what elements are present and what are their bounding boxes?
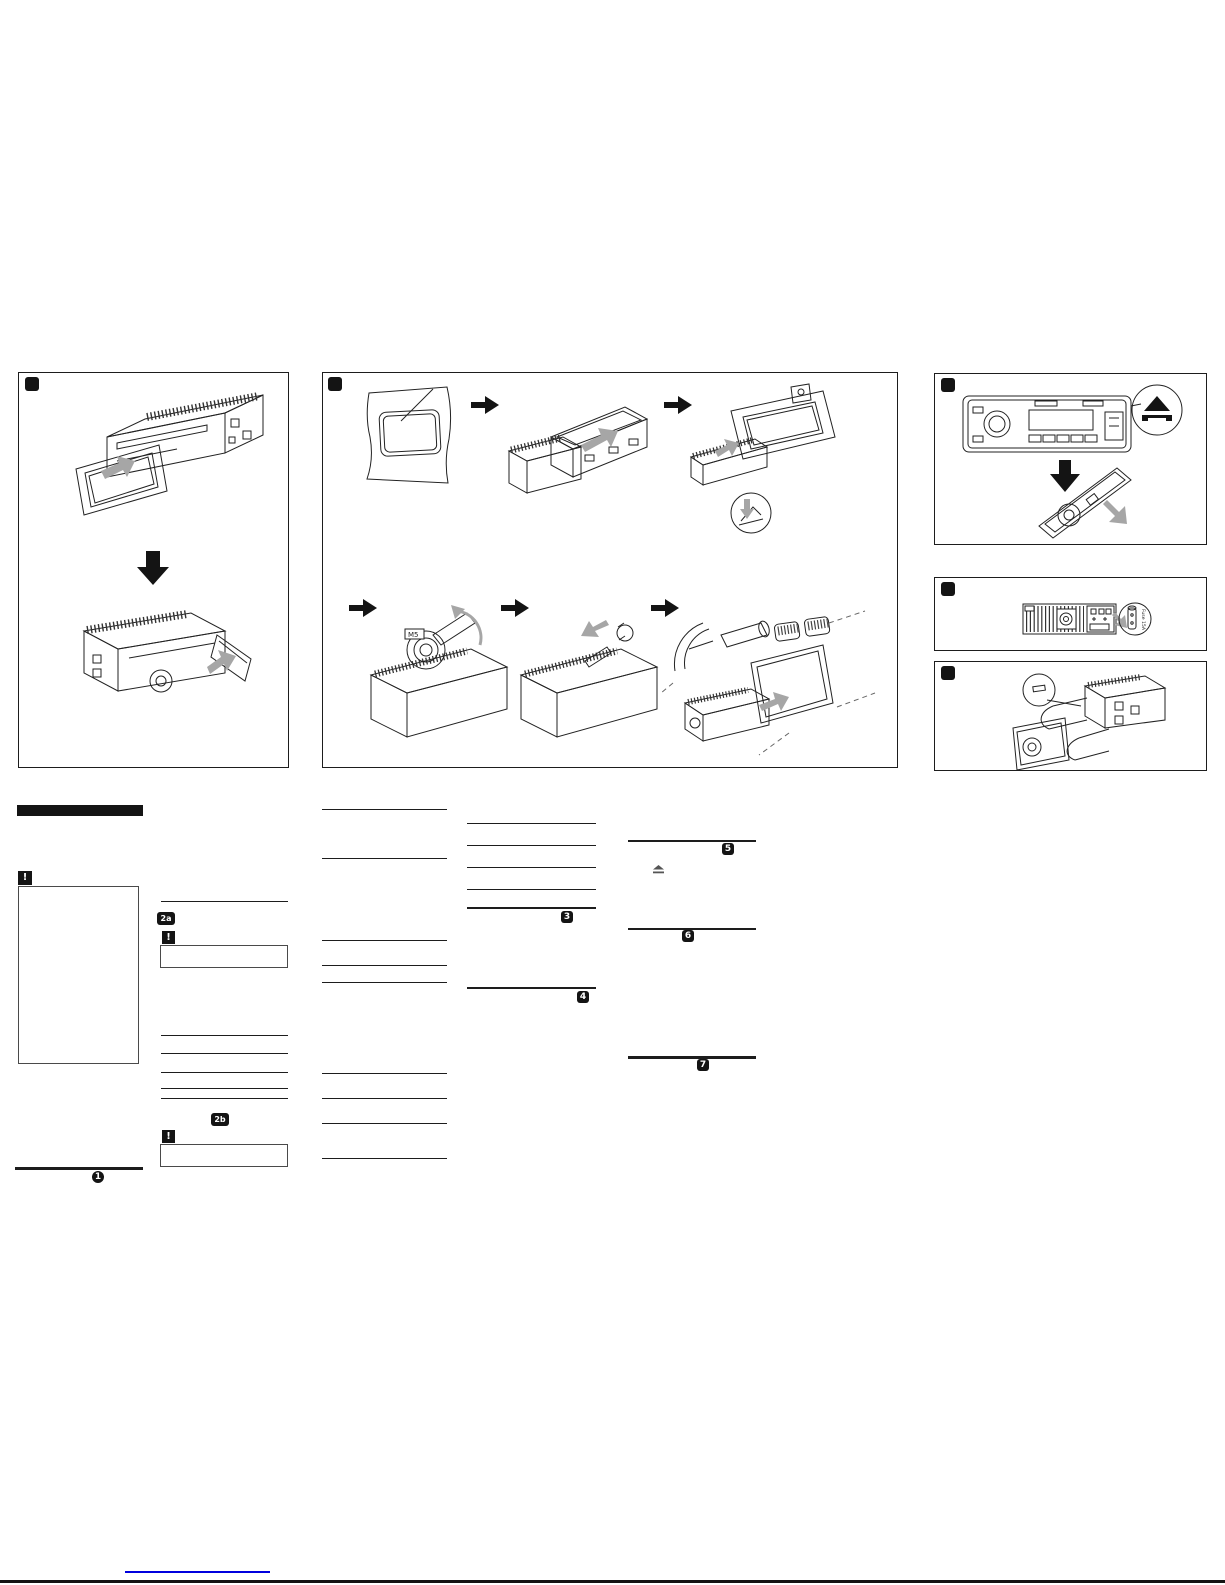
step-1-number: 1 <box>94 1171 102 1182</box>
panel-dashboard-installation <box>322 372 898 768</box>
section-heading-bar <box>17 805 143 816</box>
rear-panel-illustration <box>1023 604 1116 634</box>
step-2b-number: 2b <box>214 1114 226 1124</box>
rubber-cushion-illustration <box>521 623 657 737</box>
insert-into-dash-illustration <box>661 611 875 755</box>
step-1-badge <box>92 1171 104 1183</box>
text-rule <box>467 845 596 846</box>
step-3-number: 3 <box>563 911 571 922</box>
text-rule <box>467 889 596 890</box>
panel-attach-front-panel <box>18 372 289 768</box>
fuse-replacement-diagram <box>935 578 1206 650</box>
step-6-number: 6 <box>684 930 692 941</box>
screw-size-label: M5 <box>408 631 419 639</box>
panel-fuse-replacement <box>934 577 1207 651</box>
section-divider <box>15 1167 143 1170</box>
text-rule <box>467 823 596 824</box>
warning-icon <box>162 1130 175 1143</box>
caution-note-box <box>18 886 139 1064</box>
warning-symbol: ! <box>166 1130 171 1142</box>
text-rule <box>322 1098 447 1099</box>
chassis-with-panel-illustration <box>84 613 251 692</box>
section-divider <box>467 907 596 909</box>
step-arrow-icon <box>664 396 692 414</box>
remove-panel-arrow-icon <box>1103 500 1127 524</box>
warning-icon <box>18 871 32 885</box>
next-step-down-arrow-icon <box>137 551 169 585</box>
step-2a-number: 2a <box>160 913 172 923</box>
head-unit-front-illustration <box>963 396 1141 452</box>
caution-note-box <box>160 1144 288 1167</box>
removal-keys-diagram <box>935 662 1206 770</box>
detached-panel-illustration <box>1039 468 1131 538</box>
eject-inline-icon <box>653 865 664 874</box>
fuse-rating-label: Fuse 15A <box>1140 609 1145 630</box>
footer-link[interactable] <box>125 1571 270 1573</box>
slide-in-arrow-icon <box>581 428 618 452</box>
step-7-badge <box>697 1059 709 1071</box>
warning-symbol: ! <box>166 931 171 943</box>
step-5-number: 5 <box>724 843 732 854</box>
mounting-sleeve-illustration <box>509 407 647 493</box>
text-rule <box>322 965 447 966</box>
sleeve-in-dash-illustration <box>691 384 835 533</box>
step-marker-icon <box>941 666 955 680</box>
dashboard-cutout-illustration <box>367 387 451 483</box>
warning-icon <box>162 931 175 944</box>
text-rule <box>322 982 447 983</box>
unit-with-keys-illustration <box>1041 676 1165 760</box>
text-rule <box>322 1123 447 1124</box>
step-arrow-icon <box>501 599 529 617</box>
step-marker-icon <box>328 377 342 391</box>
panel-removal-keys <box>934 661 1207 771</box>
text-rule <box>161 1072 288 1073</box>
step-marker-icon <box>941 582 955 596</box>
sleeve-arrow-icon <box>715 439 754 519</box>
section-divider <box>628 840 756 842</box>
screw-fastening-illustration <box>371 611 507 737</box>
page-bottom-rule <box>0 1580 1225 1583</box>
eject-button-icon <box>1142 396 1172 421</box>
next-step-down-arrow-icon <box>1050 460 1080 492</box>
text-rule <box>161 901 288 902</box>
panel-detach-front-panel <box>934 373 1207 545</box>
text-rule <box>161 1035 288 1036</box>
text-rule <box>322 1073 447 1074</box>
step-6-badge <box>682 930 694 942</box>
step-marker-icon <box>25 377 39 391</box>
step-2b-badge <box>211 1113 229 1126</box>
step-arrow-icon <box>651 599 679 617</box>
attach-front-panel-diagram <box>19 373 288 767</box>
step-arrow-icon <box>471 396 499 414</box>
step-marker-icon <box>941 378 955 392</box>
step-5-badge <box>722 843 734 855</box>
text-rule <box>161 1088 288 1089</box>
trim-plate-illustration <box>76 445 167 515</box>
step-3-badge <box>561 911 573 923</box>
caution-note-box <box>160 945 288 968</box>
detach-front-panel-diagram <box>935 374 1206 544</box>
text-rule <box>322 1158 447 1159</box>
text-rule <box>322 809 447 810</box>
step-4-number: 4 <box>579 991 587 1002</box>
step-7-number: 7 <box>699 1059 707 1070</box>
step-4-badge <box>577 991 589 1003</box>
section-divider <box>467 987 596 989</box>
text-rule <box>322 858 447 859</box>
text-rule <box>161 1098 288 1099</box>
step-2a-badge <box>157 912 175 925</box>
cushion-arrow-icon <box>581 620 609 637</box>
text-rule <box>161 1053 288 1054</box>
step-arrow-icon <box>349 599 377 617</box>
panel-attach-arrow-icon <box>207 650 236 674</box>
text-rule <box>322 940 447 941</box>
section-divider <box>628 1056 756 1059</box>
warning-symbol: ! <box>22 872 28 883</box>
text-rule <box>467 867 596 868</box>
dashboard-installation-diagram <box>323 373 897 767</box>
